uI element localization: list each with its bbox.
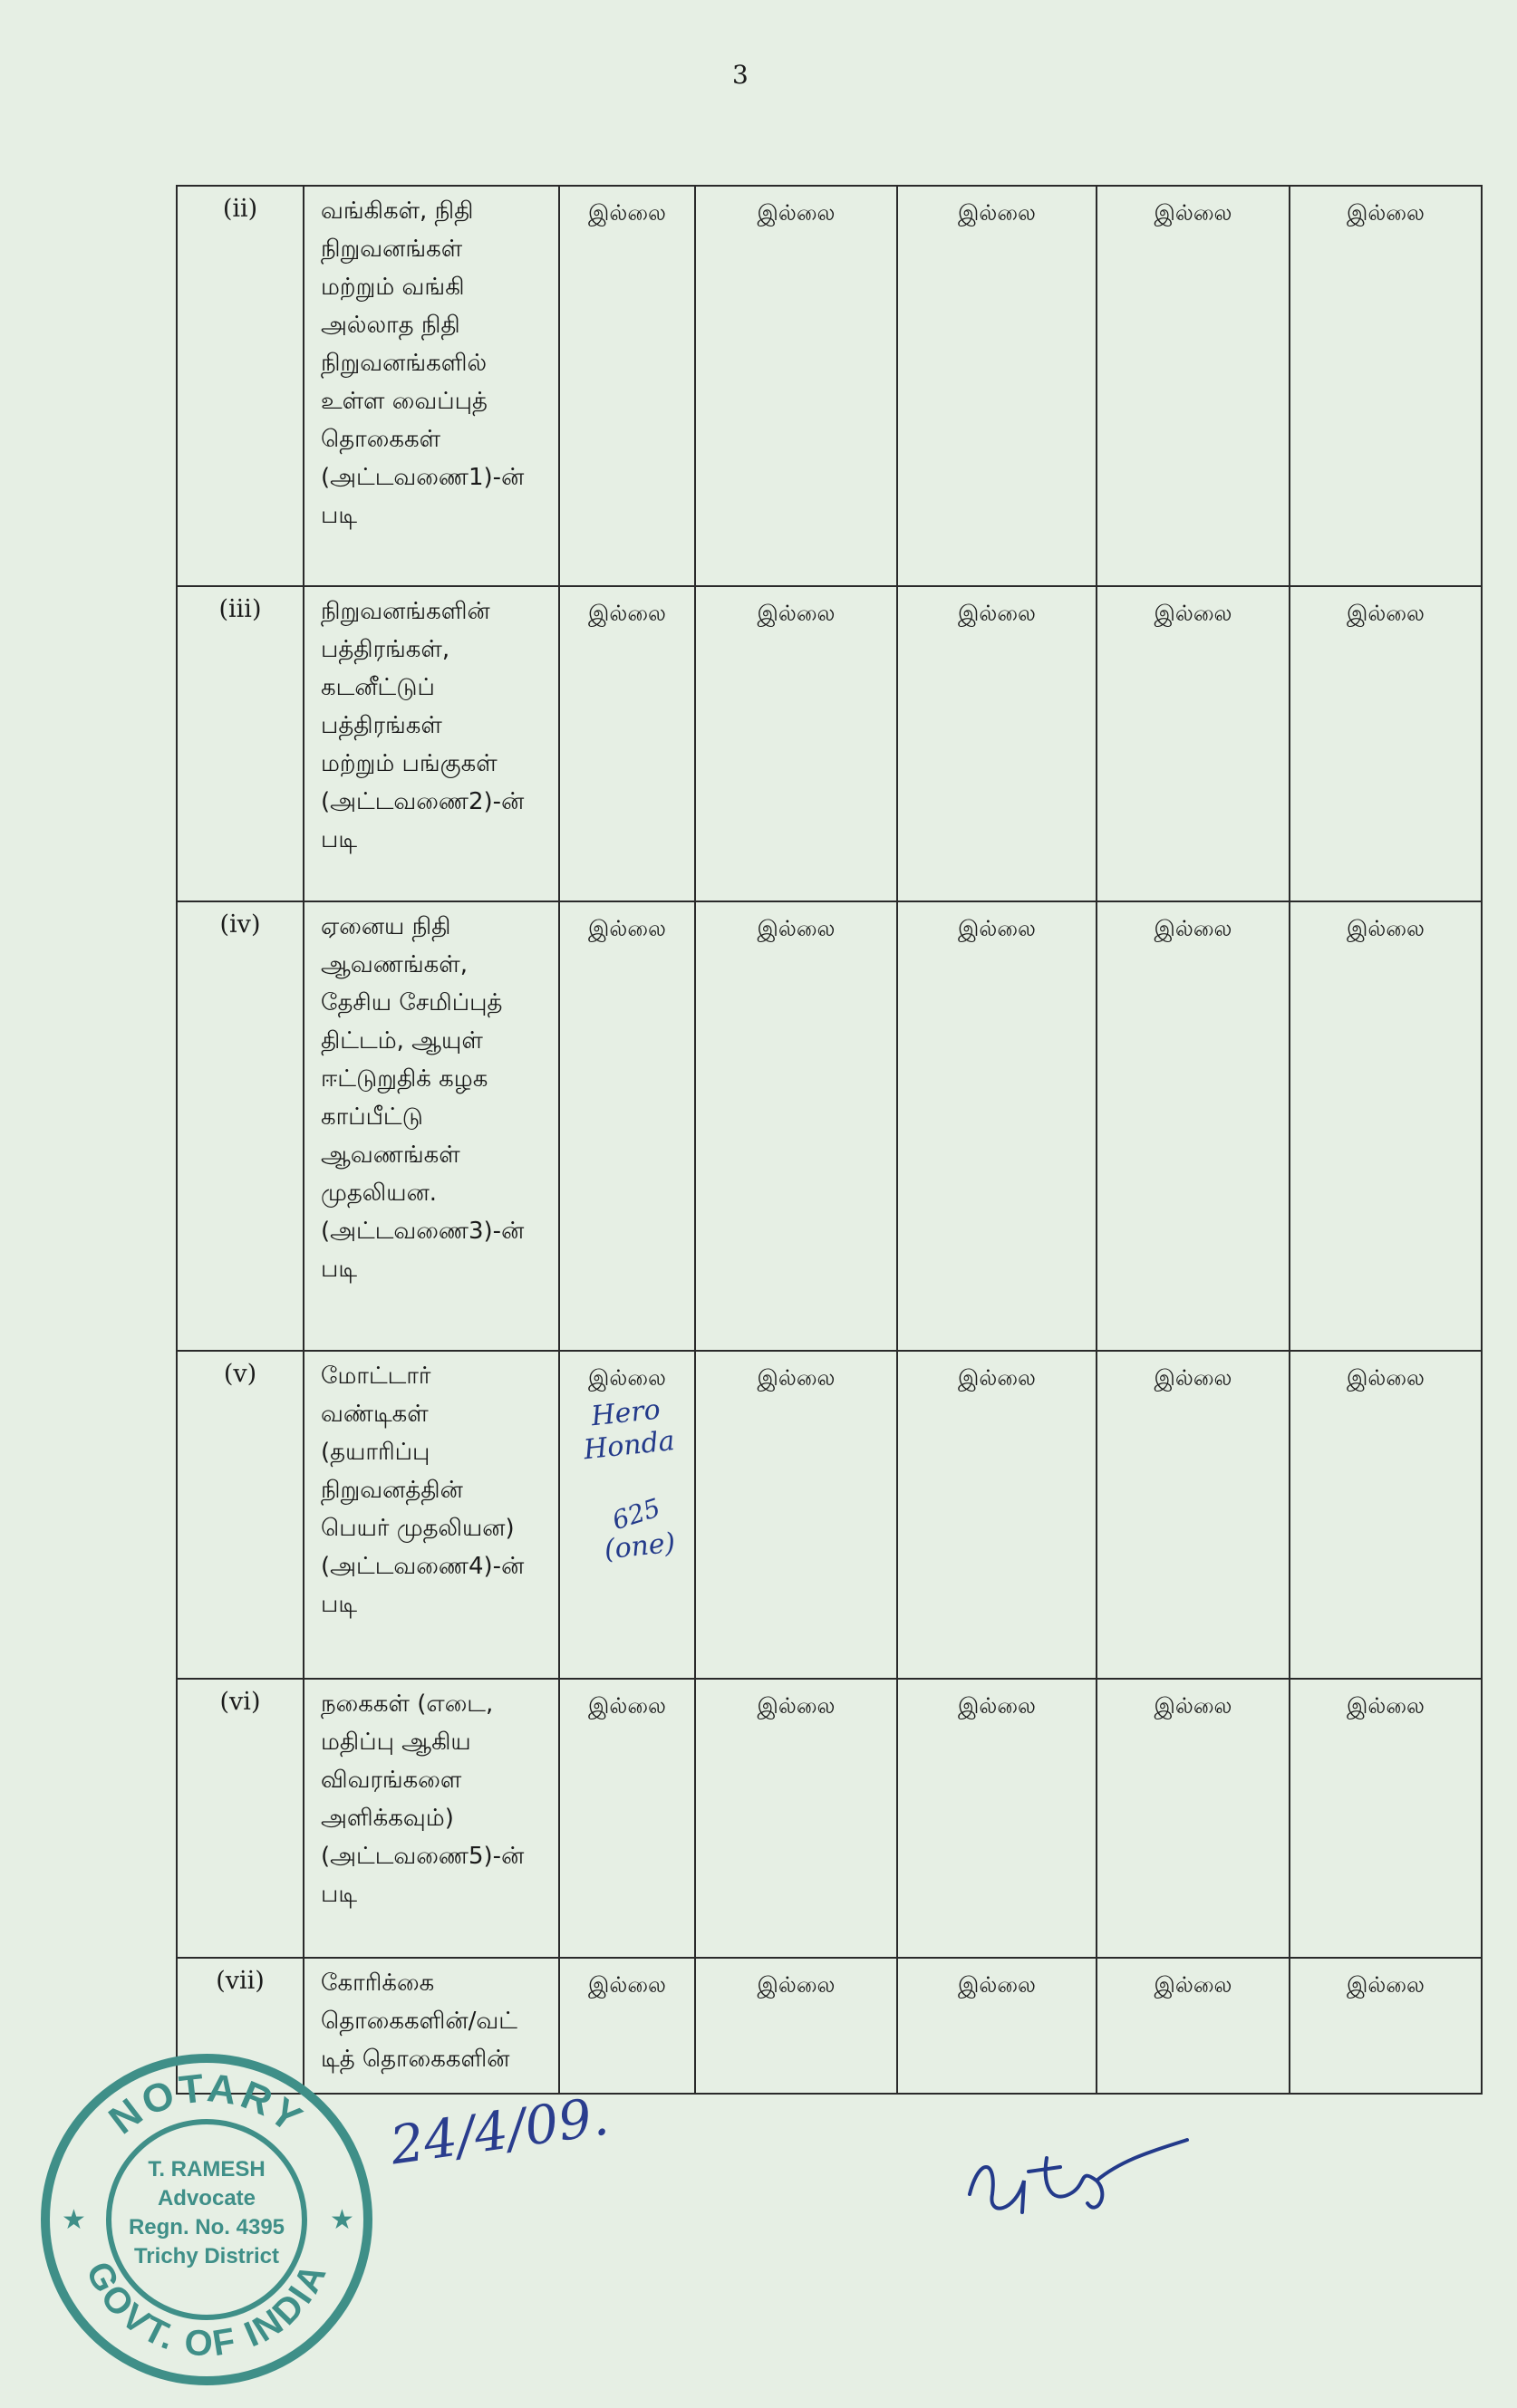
value-cell xyxy=(897,186,1097,586)
description-line: படி xyxy=(321,1256,358,1283)
value-cell xyxy=(897,1958,1097,2094)
value-cell xyxy=(1290,186,1482,586)
assets-table xyxy=(176,185,1483,2095)
row-description xyxy=(304,186,559,586)
value-cell xyxy=(897,901,1097,1351)
stamp-title: Advocate xyxy=(157,2186,256,2211)
row-description xyxy=(304,586,559,901)
value-cell xyxy=(897,1679,1097,1958)
value-cell xyxy=(559,901,695,1351)
description-line: பெயர் முதலியன) xyxy=(321,1515,515,1542)
signature xyxy=(961,2131,1196,2230)
value-cell xyxy=(559,1679,695,1958)
value-cell xyxy=(559,1958,695,2094)
row-number: (v) xyxy=(177,1351,304,1679)
description-line: அளிக்கவும்) xyxy=(321,1805,454,1832)
value-cell xyxy=(559,186,695,586)
description-line: தேசிய சேமிப்புத் xyxy=(321,989,503,1016)
description-line: முதலியன. xyxy=(321,1180,438,1207)
value-cell xyxy=(1097,186,1290,586)
value-cell xyxy=(695,586,897,901)
value-text: இல்லை xyxy=(588,1972,666,1998)
description-line: தொகைகள் xyxy=(321,426,441,453)
value-text: இல்லை xyxy=(1154,200,1232,226)
value-text: இல்லை xyxy=(958,1972,1036,1998)
description-line: விவரங்களை xyxy=(321,1767,462,1794)
stamp-regn: Regn. No. 4395 xyxy=(128,2215,285,2239)
value-text: இல்லை xyxy=(1347,1693,1425,1719)
value-cell xyxy=(695,186,897,586)
value-text: இல்லை xyxy=(757,200,836,226)
table-row xyxy=(177,1679,1482,1958)
value-cell xyxy=(695,901,897,1351)
value-cell xyxy=(1097,901,1290,1351)
description-line: மோட்டார் xyxy=(321,1363,431,1390)
description-line: தொகைகளின்/வட் xyxy=(321,2008,517,2035)
value-text: இல்லை xyxy=(588,916,666,941)
description-line: கோரிக்கை xyxy=(321,1970,435,1997)
description-line: நகைகள் (எடை, xyxy=(321,1690,494,1718)
handwritten-line: Honda xyxy=(582,1425,677,1467)
table-row xyxy=(177,586,1482,901)
value-text: இல்லை xyxy=(958,200,1036,226)
value-cell xyxy=(559,1351,695,1679)
notary-stamp xyxy=(34,2047,379,2392)
description-line: (அட்டவணை5)-ன் xyxy=(321,1843,525,1870)
row-number: (vii) xyxy=(177,1958,304,2094)
description-line: உள்ள வைப்புத் xyxy=(321,388,488,415)
stamp-bottom-text: GOVT. OF INDIA xyxy=(78,2255,335,2365)
value-text: இல்லை xyxy=(1154,1365,1232,1391)
value-text: இல்லை xyxy=(1347,916,1425,941)
description-line: (அட்டவணை4)-ன் xyxy=(321,1553,525,1580)
row-description xyxy=(304,1351,559,1679)
value-cell xyxy=(1290,1351,1482,1679)
value-cell xyxy=(1290,901,1482,1351)
description-line: பத்திரங்கள், xyxy=(321,636,450,663)
value-text: இல்லை xyxy=(757,1693,836,1719)
value-text: இல்லை xyxy=(1154,916,1232,941)
description-line: படி xyxy=(321,826,358,853)
description-line: வங்கிகள், நிதி xyxy=(321,197,474,225)
description-line: நிறுவனங்களில் xyxy=(321,350,488,377)
value-text: இல்லை xyxy=(757,1972,836,1998)
value-text: இல்லை xyxy=(588,1693,666,1719)
stamp-name: T. RAMESH xyxy=(148,2157,266,2182)
value-cell xyxy=(559,586,695,901)
value-text: இல்லை xyxy=(958,1365,1036,1391)
table-row xyxy=(177,901,1482,1351)
value-text: இல்லை xyxy=(588,601,666,626)
table-row xyxy=(177,186,1482,586)
row-description xyxy=(304,1679,559,1958)
value-text: இல்லை xyxy=(1347,601,1425,626)
row-number: (vi) xyxy=(177,1679,304,1958)
row-description xyxy=(304,901,559,1351)
description-line: மற்றும் வங்கி xyxy=(321,274,465,301)
description-line: நிறுவனங்களின் xyxy=(321,598,490,625)
description-line: மற்றும் பங்குகள் xyxy=(321,750,498,777)
value-cell xyxy=(695,1958,897,2094)
value-text: இல்லை xyxy=(1154,1693,1232,1719)
description-line: ஈட்டுறுதிக் கழக xyxy=(321,1065,488,1093)
value-text: இல்லை xyxy=(1154,601,1232,626)
handwritten-line: Hero xyxy=(589,1393,662,1433)
description-line: பத்திரங்கள் xyxy=(321,712,442,739)
value-cell xyxy=(897,586,1097,901)
value-cell xyxy=(1290,1958,1482,2094)
description-line: அல்லாத நிதி xyxy=(321,312,460,339)
row-number: (iii) xyxy=(177,586,304,901)
description-line: (தயாரிப்பு xyxy=(321,1439,430,1466)
value-text: இல்லை xyxy=(1347,1365,1425,1391)
row-number: (ii) xyxy=(177,186,304,586)
table-row xyxy=(177,1351,1482,1679)
value-text: இல்லை xyxy=(588,200,666,226)
description-line: (அட்டவணை1)-ன் xyxy=(321,464,525,491)
description-line: படி xyxy=(321,502,358,529)
value-cell xyxy=(695,1351,897,1679)
description-line: (அட்டவணை2)-ன் xyxy=(321,788,525,815)
row-number: (iv) xyxy=(177,901,304,1351)
description-line: காப்பீட்டு xyxy=(321,1103,423,1131)
page-number: 3 xyxy=(732,60,749,90)
value-text: இல்லை xyxy=(757,1365,836,1391)
value-text: இல்லை xyxy=(757,916,836,941)
handwritten-line: 625 xyxy=(608,1492,664,1536)
value-text: இல்லை xyxy=(1347,1972,1425,1998)
svg-text:★: ★ xyxy=(62,2204,86,2236)
value-text: இல்லை xyxy=(958,601,1036,626)
handwritten-line: (one) xyxy=(603,1527,677,1566)
value-text: இல்லை xyxy=(958,1693,1036,1719)
description-line: ஆவணங்கள் xyxy=(321,1141,460,1169)
description-line: நிறுவனங்கள் xyxy=(321,236,463,263)
value-cell xyxy=(1097,586,1290,901)
value-text: இல்லை xyxy=(1347,200,1425,226)
description-line: நிறுவனத்தின் xyxy=(321,1477,463,1504)
description-line: ஏனைய நிதி xyxy=(321,913,451,940)
signature-date: 24/4/09. xyxy=(386,2085,613,2177)
description-line: படி xyxy=(321,1591,358,1618)
value-cell xyxy=(1290,586,1482,901)
value-cell xyxy=(1097,1679,1290,1958)
description-line: (அட்டவணை3)-ன் xyxy=(321,1218,525,1245)
stamp-top-text: NOTARY xyxy=(101,2066,313,2143)
description-line: திட்டம், ஆயுள் xyxy=(321,1027,483,1055)
description-line: வண்டிகள் xyxy=(321,1401,429,1428)
value-text: இல்லை xyxy=(588,1365,666,1391)
value-cell xyxy=(1097,1958,1290,2094)
value-cell xyxy=(897,1351,1097,1679)
description-line: ஆவணங்கள், xyxy=(321,951,468,978)
description-line: மதிப்பு ஆகிய xyxy=(321,1729,471,1756)
value-cell xyxy=(695,1679,897,1958)
value-cell xyxy=(1097,1351,1290,1679)
stamp-district: Trichy District xyxy=(133,2244,280,2268)
description-line: டித் தொகைகளின் xyxy=(321,2046,510,2073)
description-line: கடனீட்டுப் xyxy=(321,674,435,701)
value-text: இல்லை xyxy=(958,916,1036,941)
description-line: படி xyxy=(321,1881,358,1908)
value-text: இல்லை xyxy=(757,601,836,626)
svg-text:★: ★ xyxy=(330,2204,354,2236)
handwritten-note xyxy=(579,1392,687,1568)
value-text: இல்லை xyxy=(1154,1972,1232,1998)
value-cell xyxy=(1290,1679,1482,1958)
